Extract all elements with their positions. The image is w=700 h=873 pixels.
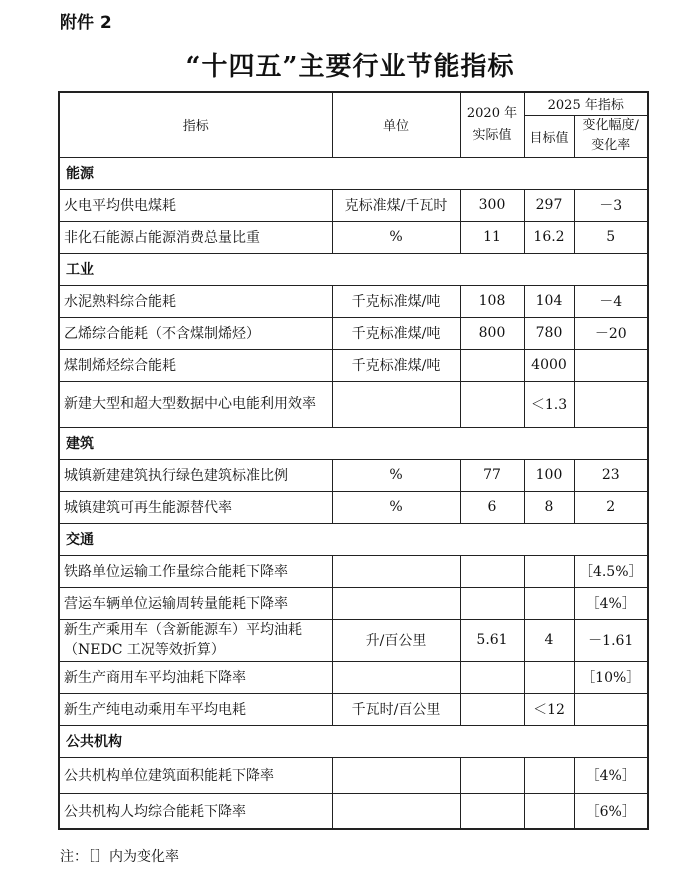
indicator-cell: 水泥熟料综合能耗 <box>59 285 332 317</box>
change-value-cell: －1.61 <box>574 619 648 661</box>
unit-cell <box>332 587 460 619</box>
table-row <box>59 221 648 253</box>
target-value-cell <box>524 661 574 693</box>
indicator-cell: 公共机构人均综合能耗下降率 <box>59 793 332 829</box>
indicator-cell: 新建大型和超大型数据中心电能利用效率 <box>59 381 332 427</box>
actual-value-cell <box>460 555 524 587</box>
unit-cell <box>332 555 460 587</box>
target-value-cell <box>524 555 574 587</box>
footnote: 注：［］内为变化率 <box>60 849 179 865</box>
actual-value-cell <box>460 793 524 829</box>
table-row <box>59 381 648 427</box>
actual-value-cell <box>460 757 524 793</box>
target-value-cell: 780 <box>524 317 574 349</box>
header-unit: 单位 <box>332 92 460 157</box>
target-value-cell: ＜12 <box>524 693 574 725</box>
table-row <box>59 555 648 587</box>
indicator-cell: 营运车辆单位运输周转量能耗下降率 <box>59 587 332 619</box>
attachment-label: 附件 2 <box>60 13 112 33</box>
unit-cell <box>332 793 460 829</box>
indicator-cell: 公共机构单位建筑面积能耗下降率 <box>59 757 332 793</box>
table-row <box>59 189 648 221</box>
indicator-cell: 煤制烯烃综合能耗 <box>59 349 332 381</box>
table-row <box>59 317 648 349</box>
change-value-cell: 23 <box>574 459 648 491</box>
actual-value-cell: 6 <box>460 491 524 523</box>
target-value-cell <box>524 757 574 793</box>
table-row <box>59 619 648 661</box>
table-row <box>59 793 648 829</box>
change-value-cell <box>574 693 648 725</box>
target-value-cell <box>524 587 574 619</box>
indicator-cell: 非化石能源占能源消费总量比重 <box>59 221 332 253</box>
change-value-cell <box>574 381 648 427</box>
change-value-cell: 2 <box>574 491 648 523</box>
section-row <box>59 523 648 555</box>
target-value-cell: 104 <box>524 285 574 317</box>
change-value-cell: ［4.5%］ <box>574 555 648 587</box>
target-value-cell: 4 <box>524 619 574 661</box>
unit-cell: % <box>332 459 460 491</box>
target-value-cell: 4000 <box>524 349 574 381</box>
unit-cell: 千克标准煤/吨 <box>332 349 460 381</box>
header-change-b: 变化率 <box>591 138 631 153</box>
change-value-cell: ［4%］ <box>574 587 648 619</box>
actual-value-cell: 77 <box>460 459 524 491</box>
header-2020 <box>460 92 524 157</box>
table-row <box>59 459 648 491</box>
unit-cell: 千瓦时/百公里 <box>332 693 460 725</box>
table-row <box>59 587 648 619</box>
unit-cell: 升/百公里 <box>332 619 460 661</box>
section-row <box>59 253 648 285</box>
header-change-a: 变化幅度/ <box>582 118 639 133</box>
indicator-cell: 火电平均供电煤耗 <box>59 189 332 221</box>
table-row <box>59 693 648 725</box>
document-title: “十四五”主要行业节能指标 <box>185 52 515 82</box>
indicator-cell: 新生产乘用车（含新能源车）平均油耗（NEDC 工况等效折算） <box>59 619 332 661</box>
indicator-cell: 铁路单位运输工作量综合能耗下降率 <box>59 555 332 587</box>
section-heading: 交通 <box>59 523 648 555</box>
actual-value-cell: 800 <box>460 317 524 349</box>
target-value-cell: 8 <box>524 491 574 523</box>
section-heading: 公共机构 <box>59 725 648 757</box>
table-row <box>59 491 648 523</box>
header-change <box>574 115 648 157</box>
section-heading: 建筑 <box>59 427 648 459</box>
unit-cell: 千克标准煤/吨 <box>332 285 460 317</box>
table-row <box>59 349 648 381</box>
indicator-cell: 新生产纯电动乘用车平均电耗 <box>59 693 332 725</box>
indicator-cell: 乙烯综合能耗（不含煤制烯烃） <box>59 317 332 349</box>
change-value-cell: －3 <box>574 189 648 221</box>
unit-cell <box>332 381 460 427</box>
change-value-cell <box>574 349 648 381</box>
unit-cell <box>332 757 460 793</box>
unit-cell: % <box>332 491 460 523</box>
indicator-cell: 新生产商用车平均油耗下降率 <box>59 661 332 693</box>
indicator-cell: 城镇建筑可再生能源替代率 <box>59 491 332 523</box>
header-2025-target-group: 2025 年指标 <box>524 92 648 115</box>
table-body <box>59 157 648 829</box>
target-value-cell <box>524 793 574 829</box>
change-value-cell: ［10%］ <box>574 661 648 693</box>
target-value-cell: 297 <box>524 189 574 221</box>
table-row <box>59 757 648 793</box>
unit-cell <box>332 661 460 693</box>
change-value-cell: －4 <box>574 285 648 317</box>
section-heading: 能源 <box>59 157 648 189</box>
target-value-cell: ＜1.3 <box>524 381 574 427</box>
table-row <box>59 661 648 693</box>
change-value-cell: ［4%］ <box>574 757 648 793</box>
actual-value-cell <box>460 693 524 725</box>
indicator-table <box>58 91 649 830</box>
header-actual: 实际值 <box>472 127 512 143</box>
actual-value-cell: 5.61 <box>460 619 524 661</box>
unit-cell: 千克标准煤/吨 <box>332 317 460 349</box>
header-indicator: 指标 <box>59 92 332 157</box>
target-value-cell: 100 <box>524 459 574 491</box>
change-value-cell: 5 <box>574 221 648 253</box>
actual-value-cell: 11 <box>460 221 524 253</box>
indicator-cell: 城镇新建建筑执行绿色建筑标准比例 <box>59 459 332 491</box>
actual-value-cell: 300 <box>460 189 524 221</box>
section-row <box>59 427 648 459</box>
section-heading: 工业 <box>59 253 648 285</box>
actual-value-cell <box>460 661 524 693</box>
section-row <box>59 725 648 757</box>
unit-cell: 克标准煤/千瓦时 <box>332 189 460 221</box>
header-year-2020: 2020 年 <box>466 105 518 121</box>
unit-cell: % <box>332 221 460 253</box>
change-value-cell: －20 <box>574 317 648 349</box>
actual-value-cell <box>460 381 524 427</box>
actual-value-cell <box>460 587 524 619</box>
actual-value-cell <box>460 349 524 381</box>
table-row <box>59 285 648 317</box>
actual-value-cell: 108 <box>460 285 524 317</box>
target-value-cell: 16.2 <box>524 221 574 253</box>
change-value-cell: ［6%］ <box>574 793 648 829</box>
section-row <box>59 157 648 189</box>
header-target: 目标值 <box>524 115 574 157</box>
